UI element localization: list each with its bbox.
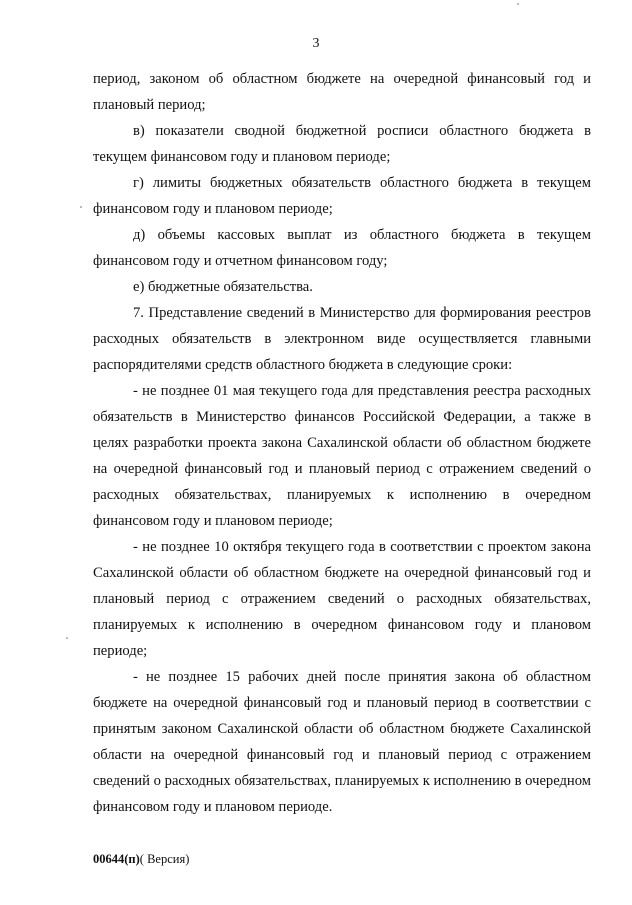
document-code: 00644(п) <box>93 852 140 866</box>
paragraph: д) объемы кассовых выплат из областного бюджета в текущем финансовом году и отчетном финансовом году; <box>93 227 591 269</box>
footer <box>93 852 189 867</box>
paragraph: е) бюджетные обязательства. <box>133 279 313 295</box>
paragraph: - не позднее 01 мая текущего года для представления реестра расходных обязательств в Министерство финансов Российской Федерации, а также в целях разработки проекта закона Сахалинской области об областном бюджете на очередной финансовый год и плановый период с отражением сведений о расходных обязательствах, планируемых к исполнению в очередном финансовом году и плановом периоде; <box>93 383 591 529</box>
paragraph: 7. Представление сведений в Министерство для формирования реестров расходных обязательств в электронном виде осуществляется главными распорядителями средств областного бюджета в следующие сроки: <box>93 305 591 373</box>
paragraph: г) лимиты бюджетных обязательств областного бюджета в текущем финансовом году и плановом периоде; <box>93 175 591 217</box>
scan-speck <box>66 637 68 639</box>
scan-speck <box>80 206 82 208</box>
scan-speck <box>517 3 519 5</box>
paragraph: - не позднее 15 рабочих дней после принятия закона об областном бюджете на очередной финансовый год и плановый период в соответствии с принятым законом Сахалинской области об областном бюджете Сахалинской области на очередной финансовый год и плановый период с отражением сведений о расходных обязательствах, планируемых к исполнению в очередном финансовом году и плановом периоде. <box>93 669 591 815</box>
paragraph: в) показатели сводной бюджетной росписи областного бюджета в текущем финансовом году и плановом периоде; <box>93 123 591 165</box>
page-number: 3 <box>312 36 320 51</box>
paragraph: - не позднее 10 октября текущего года в соответствии с проектом закона Сахалинской области об областном бюджете на очередной финансовый год и плановый период с отражением сведений о расходных обязательствах, планируемых к исполнению в очередном финансовом году и плановом периоде; <box>93 539 591 659</box>
document-version: ( Версия) <box>139 852 190 866</box>
paragraph: период, законом об областном бюджете на очередной финансовый год и плановый период; <box>93 71 591 113</box>
document-body <box>93 66 591 820</box>
